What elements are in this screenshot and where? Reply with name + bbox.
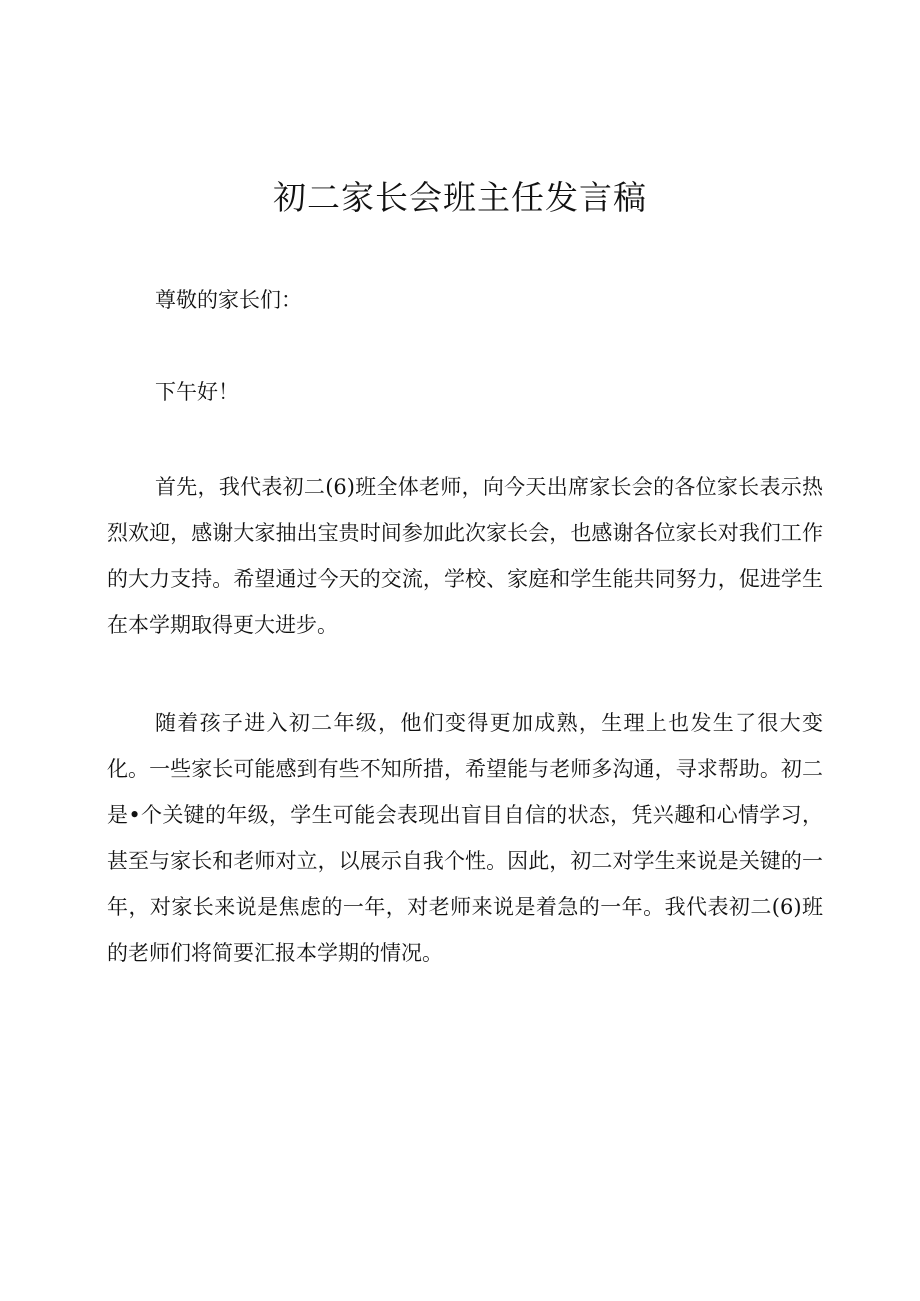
paragraph-intro: 首先，我代表初二(6)班全体老师，向今天出席家长会的各位家长表示热烈欢迎，感谢大家抽出宝贵时间参加此次家长会，也感谢各位家长对我们工作的大力支持。希望通过今天的交流，学校、家庭和学生能共同努力，促进学生在本学期取得更大进步。 [107, 475, 823, 637]
paragraph-grade-two: 随着孩子进入初二年级，他们变得更加成熟，生理上也发生了很大变化。一些家长可能感到有些不知所措，希望能与老师多沟通，寻求帮助。初二是•个关键的年级，学生可能会表现出盲目自信的状态，凭兴趣和心情学习，甚至与家长和老师对立，以展示自我个性。因此，初二对学生来说是关键的一年，对家长来说是焦虑的一年，对老师来说是着急的一年。我代表初二(6)班的老师们将简要汇报本学期的情况。 [107, 711, 823, 965]
greeting-text: 下午好！ [155, 380, 239, 404]
salutation-text: 尊敬的家长们： [155, 288, 302, 312]
document-title: 初二家长会班主任发言稿 [273, 178, 647, 217]
